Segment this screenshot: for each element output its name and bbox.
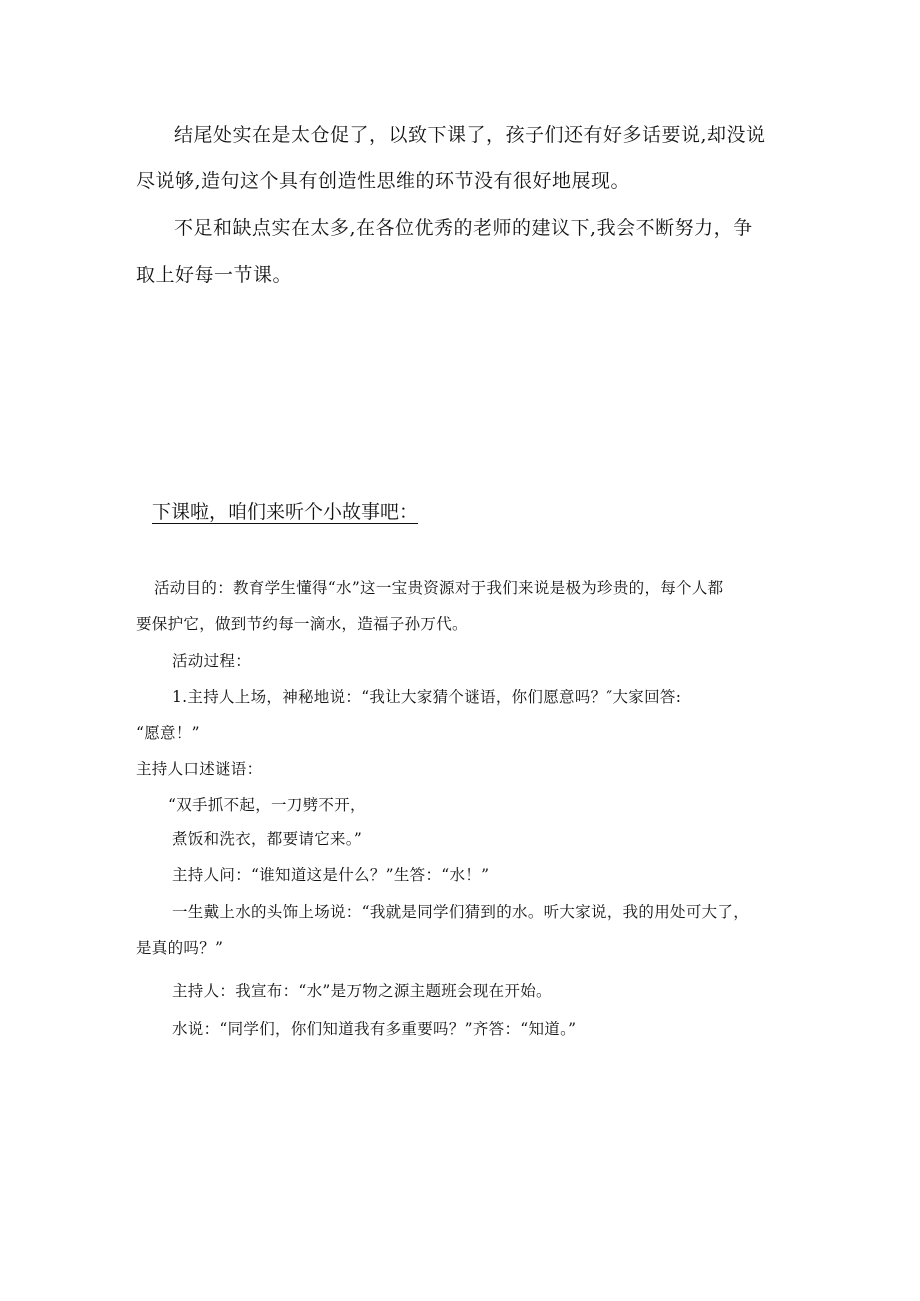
- paragraph-line: 活动目的：教育学生懂得“水”这一宝贵资源对于我们来说是极为珍贵的，每个人都: [154, 579, 724, 597]
- paragraph-line: 主持人：我宣布：“水”是万物之源主题班会现在开始。: [172, 982, 552, 1000]
- paragraph-line: “愿意！”: [136, 724, 200, 742]
- paragraph-line: 水说：“同学们，你们知道我有多重要吗？”齐答：“知道。”: [172, 1020, 577, 1038]
- paragraph-line: “双手抓不起，一刀劈不开，: [168, 796, 366, 814]
- paragraph-line: 主持人口述谜语：: [136, 760, 263, 778]
- paragraph-line: 不足和缺点实在太多,在各位优秀的老师的建议下,我会不断努力，争: [174, 217, 753, 239]
- paragraph-line: 活动过程：: [172, 652, 252, 670]
- paragraph-line: 是真的吗？”: [136, 939, 224, 957]
- paragraph-line: 主持人问：“谁知道这是什么？”生答：“水！”: [172, 866, 490, 884]
- paragraph-line: 结尾处实在是太仓促了，以致下课了，孩子们还有好多话要说,却没说: [174, 124, 766, 146]
- paragraph-line: 尽说够,造句这个具有创造性思维的环节没有很好地展现。: [136, 170, 631, 192]
- paragraph-line: 要保护它，做到节约每一滴水，造福子孙万代。: [136, 615, 468, 633]
- paragraph-line: 煮饭和洗衣，都要请它来。”: [172, 830, 363, 848]
- section-heading: 下课啦，咱们来听个小故事吧：: [152, 501, 419, 523]
- paragraph-line: 一生戴上水的头饰上场说：“我就是同学们猜到的水。听大家说，我的用处可大了，: [172, 903, 750, 921]
- paragraph-line: 取上好每一节课。: [136, 264, 293, 286]
- paragraph-line: 1.主持人上场，神秘地说：“我让大家猜个谜语，你们愿意吗？″大家回答:: [172, 688, 682, 706]
